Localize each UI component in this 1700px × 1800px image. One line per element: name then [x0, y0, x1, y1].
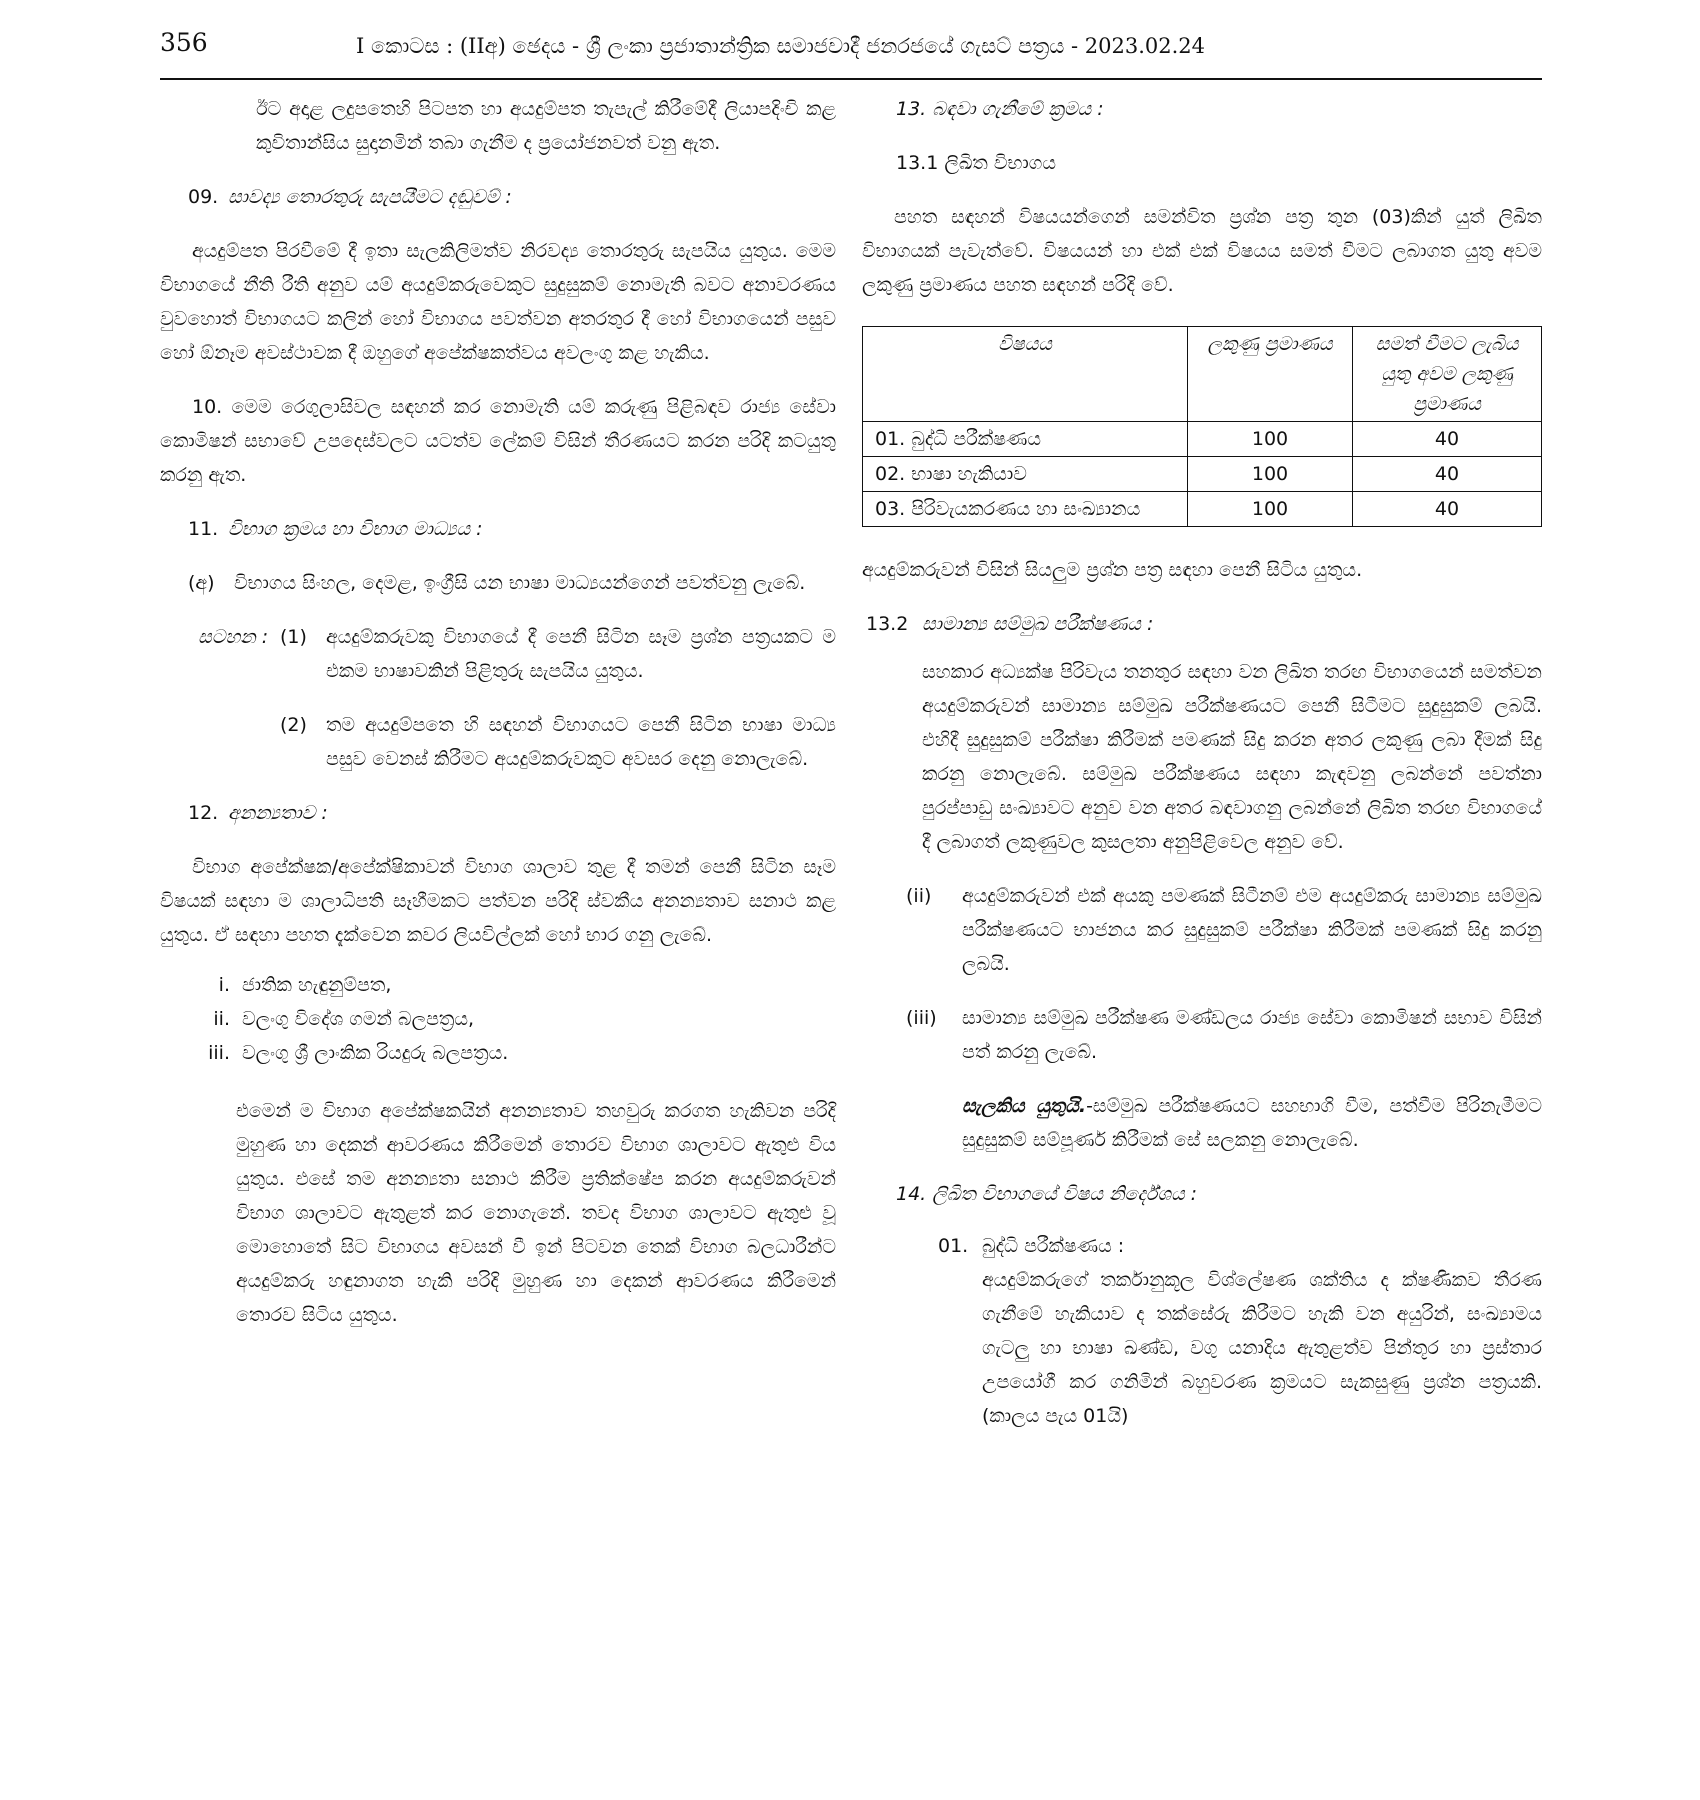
- list-item: [160, 968, 836, 1002]
- list-item-label: iii.: [208, 1042, 230, 1064]
- list-item: [160, 1036, 836, 1070]
- section-09-number: 09.: [188, 186, 219, 208]
- section-12-heading: [160, 796, 836, 830]
- section-09-text: අයදුම්පත පිරවීමේ දී ඉතා සැලකිලිමත්ව නිරවද්‍ය තොරතුරු සැපයිය යුතුය. මෙම විභාගයේ නීති රීති අනුව යම් අයදුම්කරුවෙකුට සුදුසුකම් නොමැති බවට අනාවරණය වුවහොත් විභාගයට කලින් හෝ විභාගය පවත්වන අතරතුර දී හෝ විභාගයෙන් පසුව හෝ ඕනෑම අවස්ථාවක දී ඔහුගේ අපේක්ෂකත්වය අවලංගු කළ හැකිය.: [160, 240, 836, 364]
- item-ii-label: (ii): [906, 885, 932, 907]
- header-pass-marks: සමත් වීමට ලැබිය යුතු අවම ලකුණු ප්‍රමාණය: [1353, 327, 1542, 422]
- item-ii-text: අයදුම්කරුවන් එක් අයකු පමණක් සිටීනම් එම අයදුම්කරු සාමාන්‍ය සම්මුඛ පරීක්ෂණයට භාජනය කර සුදුසුකම් පරීක්ෂා කිරීමක් පමණක් සිදු කරනු ලබයි.: [962, 885, 1542, 975]
- note-2-text: තම අයදුම්පතෙ හි සඳහන් විභාගයට පෙනී සිටින භාෂා මාධ්‍ය පසුව වෙනස් කිරීමට අයදුම්කරුවකුට අවසර දෙනු නොලැබේ.: [326, 714, 836, 770]
- table-header-row: [863, 327, 1542, 422]
- right-column: [862, 92, 1542, 1433]
- section-13-2-item-iii: [862, 1001, 1542, 1069]
- table-row: [863, 492, 1542, 527]
- section-14-item-01: [862, 1229, 1542, 1263]
- page-number: 356: [160, 28, 208, 57]
- section-09-title: සාවද්‍ය තොරතුරු සැපයීමට දඬුවම් :: [228, 186, 512, 208]
- section-13-2-text: සහකාර අධ්‍යක්ෂ පිරිවැය තනතුර සඳහා වන ලිඛිත තරඟ විභාගයෙන් සමත්වන අයදුම්කරුවන් සාමාන්‍ය සම්මුඛ පරීක්ෂණයට පෙනී සිටීමට සුදුසුකම් ලබයි. එහිදී සුදුසුකම් පරීක්ෂා කිරීමක් පමණක් සිදු කරන අතර ලකුණු ලබා දීමක් සිදු කරනු නොලැබේ. සම්මුඛ පරීක්ෂණය සඳහා කැඳවනු ලබන්නේ පවත්නා පුරප්පාඩු සංඛ්‍යාවට අනුව වන අතර බඳවාගනු ලබන්නේ ලිඛිත තරඟ විභාගයේ දී ලබාගත් ලකුණුවල කුසලතා අනුපිළිවෙල අනුව වේ.: [922, 661, 1542, 853]
- cell-marks: 100: [1188, 422, 1353, 457]
- section-12-text: විභාග අපේක්ෂක/අපේක්ෂිකාවන් විභාග ශාලාව තුළ දී තමන් පෙනී සිටින සෑම විෂයක් සඳහා ම ශාලාධිපති සෑහීමකට පත්වන පරිදි ස්වකීය අනන්‍යතාව සනාථ කළ යුතුය. ඒ සඳහා පහත දැක්වෙන කවර ලියවිල්ලක් හෝ භාර ගනු ලැබේ.: [160, 856, 836, 946]
- section-13-title: 13. බඳවා ගැනීමේ ක්‍රමය :: [896, 98, 1104, 120]
- item-01-number: 01.: [938, 1235, 969, 1257]
- section-10-number: 10.: [192, 396, 223, 418]
- list-item-label: ii.: [213, 1008, 230, 1030]
- item-iii-text: සාමාන්‍ය සම්මුඛ පරීක්ෂණ මණ්ඩලය රාජ්‍ය සේවා කොමිෂන් සභාව විසින් පත් කරනු ලැබේ.: [962, 1007, 1542, 1063]
- interview-note: [962, 1089, 1542, 1157]
- cell-pass-marks: 40: [1353, 457, 1542, 492]
- note-2-label: (2): [280, 714, 307, 736]
- cell-subject: 03. පිරිවැයකරණය හා සංඛ්‍යානය: [863, 492, 1188, 527]
- section-13-1-intro: පහත සඳහන් විෂයයන්ගෙන් සමන්විත ප්‍රශ්න පත්‍ර තුන (03)කින් යුත් ලිඛිත විභාගයක් පැවැත්වේ. විෂයයන් හා එක් එක් විෂයය සමත් වීමට ලබාගත යුතු අවම ලකුණු ප්‍රමාණය පහත සඳහන් පරිදි වේ.: [862, 206, 1542, 296]
- section-14-title: 14. ලිඛිත විභාගයේ විෂය නිර්දේශය :: [896, 1183, 1198, 1205]
- item-iii-label: (iii): [906, 1007, 937, 1029]
- cell-subject: 02. භාෂා හැකියාව: [863, 457, 1188, 492]
- cell-pass-marks: 40: [1353, 422, 1542, 457]
- gazette-title: I කොටස : (IIඅ) ඡෙදය - ශ්‍රී ලංකා ප්‍රජාතාන්ත්‍රික සමාජවාදී ජනරජයේ ගැසට් පත්‍රය - 2023.02.24: [356, 34, 1206, 58]
- item-01-title: බුද්ධි පරීක්ෂණය :: [982, 1235, 1125, 1257]
- section-11-title: විභාග ක්‍රමය හා විභාග මාධ්‍යය :: [228, 518, 483, 540]
- header-subject: විෂයය: [863, 327, 1188, 422]
- id-documents-list: [160, 968, 836, 1070]
- page-header: [160, 28, 1542, 74]
- section-13-2-title: සාමාන්‍ය සම්මුඛ පරීක්ෂණය :: [922, 613, 1154, 635]
- section-13-2-heading: [862, 607, 1542, 641]
- section-13-2-number: 13.2: [866, 613, 909, 635]
- table-row: [863, 457, 1542, 492]
- continued-paragraph: ඊට අදාළ ලදුපතෙහි පිටපත හා අයදුම්පත තැපැල් කිරීමේදී ලියාපදිංචි කළ කුවිතාන්සිය සුදානමින් තබා ගැනීම ද ප්‍රයෝජනවත් වනු ඇත.: [256, 98, 836, 154]
- note-label: සටහන :: [198, 626, 269, 648]
- marks-table: [862, 326, 1542, 527]
- section-13-1-title: 13.1 ලිඛිත විභාගය: [896, 152, 1057, 174]
- note-1-label: (1): [280, 626, 307, 648]
- list-item-text: ජාතික හැඳුනුම්පත,: [242, 974, 392, 996]
- section-11-heading: [160, 512, 836, 546]
- note-body: -සම්මුඛ පරීක්ෂණයට සහභාගි වීම, පත්වීම පිරිනැමීමට සුදුසුකම් සම්පූර්ණ කිරීමක් සේ සලකනු නොලැබේ.: [962, 1095, 1542, 1151]
- left-column: [160, 92, 836, 1332]
- item-a-label: (අ): [188, 572, 215, 594]
- section-11-number: 11.: [188, 518, 219, 540]
- section-11-note-2: [160, 708, 836, 776]
- section-11-item-a: [160, 566, 836, 600]
- section-12-title: අනන්‍යතාව :: [228, 802, 328, 824]
- section-13-2-item-ii: [862, 879, 1542, 981]
- list-item-label: i.: [218, 974, 230, 996]
- list-item: [160, 1002, 836, 1036]
- section-09-heading: [160, 180, 836, 214]
- note-bold-label: සැලකිය යුතුයි.: [962, 1095, 1087, 1117]
- section-11-note-1: [160, 620, 836, 688]
- table-row: [863, 422, 1542, 457]
- list-item-text: වලංගු විදේශ ගමන් බලපත්‍රය,: [242, 1008, 475, 1030]
- cell-marks: 100: [1188, 492, 1353, 527]
- section-10-body: මෙම රෙගුලාසිවල සඳහන් කර නොමැති යම් කරුණු පිළිබඳව රාජ්‍ය සේවා කොමිෂන් සභාවේ උපදෙස්වලට යටත්ව ලේකම් විසින් තීරණයට කරන පරිදි කටයුතු කරනු ඇත.: [160, 396, 836, 486]
- header-rule: [160, 78, 1542, 80]
- section-12-after-text: එමෙන් ම විභාග අපේක්ෂකයින් අනන්‍යතාව තහවුරු කරගත හැකිවන පරිදි මුහුණ හා දෙකන් ආවරණය කිරීමෙන් තොරව විභාග ශාලාවට ඇතුළු විය යුතුය. එසේ තම අනන්‍යතා සනාථ කිරීම ප්‍රතික්ෂේප කරන අයදුම්කරුවන් විභාග ශාලාවට ඇතුළත් කර නොගැනේ. තවද විභාග ශාලාවට ඇතුළු වූ මොහොතේ සිට විභාගය අවසන් වී ඉන් පිටවන තෙක් විභාග බලධාරීන්ට අයදුම්කරු හඳුනාගත හැකි පරිදි මුහුණ හා දෙකන් ආවරණය කිරීමෙන් තොරව සිටිය යුතුය.: [236, 1100, 836, 1326]
- item-01-text: අයදුම්කරුගේ තර්කානුකූල විශ්ලේෂණ ශක්තිය ද ක්ෂණිකව තීරණ ගැනීමේ හැකියාව ද තක්සේරු කිරීමට හැකි වන අයුරින්, සංඛ්‍යාමය ගැටලු හා භාෂා ඛණ්ඩ, වගු යනාදිය ඇතුළත්ව පින්තූර හා ප්‍රස්තාර උපයෝගී කර ගනිමින් බහුවරණ ක්‍රමයට සැකසුණු ප්‍රශ්න පත්‍රයකි. (කාලය පැය 01යි): [982, 1269, 1542, 1427]
- section-12-number: 12.: [188, 802, 219, 824]
- cell-pass-marks: 40: [1353, 492, 1542, 527]
- list-item-text: වලංගු ශ්‍රී ලාංකික රියදුරු බලපත්‍රය.: [242, 1042, 509, 1064]
- after-table-text: අයදුම්කරුවන් විසින් සියලුම ප්‍රශ්න පත්‍ර සඳහා පෙනී සිටිය යුතුය.: [862, 559, 1363, 581]
- header-marks: ලකුණු ප්‍රමාණය: [1188, 327, 1353, 422]
- section-10-text: [160, 390, 836, 492]
- cell-subject: 01. බුද්ධි පරීක්ෂණය: [863, 422, 1188, 457]
- item-a-text: විභාගය සිංහල, දෙමළ, ඉංග්‍රීසි යන භාෂා මාධ්‍යයන්ගෙන් පවත්වනු ලැබේ.: [234, 572, 806, 594]
- note-1-text: අයදුම්කරුවකු විභාගයේ දී පෙනී සිටින සෑම ප්‍රශ්න පත්‍රයකට ම එකම භාෂාවකින් පිළිතුරු සැපයිය යුතුය.: [326, 626, 836, 682]
- cell-marks: 100: [1188, 457, 1353, 492]
